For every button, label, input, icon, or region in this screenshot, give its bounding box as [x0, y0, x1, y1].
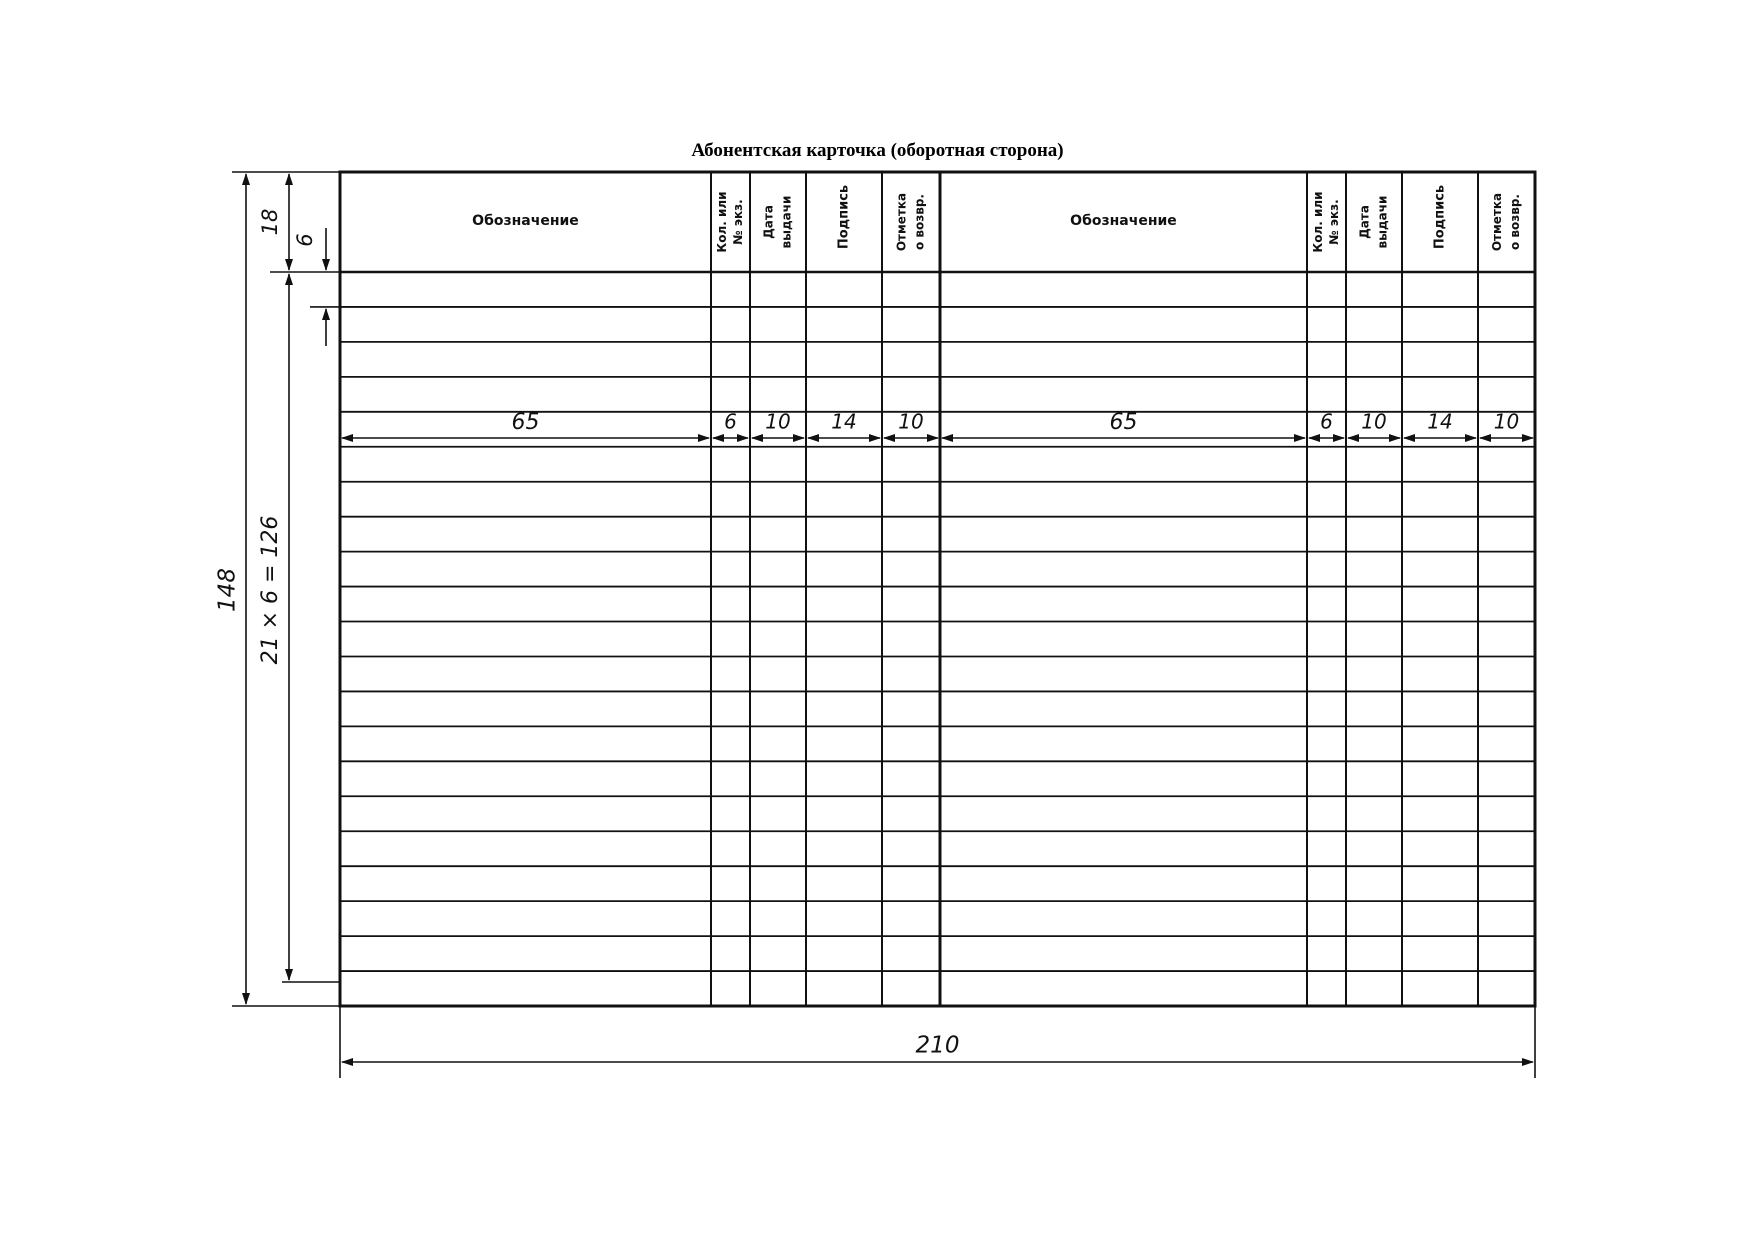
column-width-label: 65	[1109, 410, 1138, 435]
header-qty: № экз.	[1327, 199, 1341, 245]
header-qty: Кол. или	[715, 191, 729, 253]
header-return: Отметка	[894, 192, 909, 252]
row-height-label: 6	[293, 233, 317, 247]
total-width-label: 210	[915, 1032, 960, 1059]
header-return: Отметка	[1490, 192, 1504, 252]
column-width-label: 10	[765, 409, 791, 434]
column-width-label: 10	[1493, 409, 1520, 434]
column-width-label: 65	[511, 410, 540, 435]
header-designation: Обозначение	[472, 213, 579, 229]
rows-height-label: 21 × 6 = 126	[258, 515, 283, 665]
column-width-label: 6	[724, 409, 737, 434]
dimension-annotations	[215, 172, 1536, 1078]
header-signature: Подпись	[1432, 184, 1448, 250]
header-qty: № экз.	[731, 199, 745, 245]
header-return: о возвр.	[1508, 194, 1522, 250]
page-title: Абонентская карточка (оборотная сторона)	[691, 140, 1064, 161]
column-width-label: 10	[898, 409, 924, 434]
total-height-label: 148	[214, 568, 241, 612]
column-width-label: 14	[831, 409, 857, 434]
table-grid	[340, 172, 1535, 1006]
table-frame	[340, 172, 1535, 1006]
header-return: о возвр.	[912, 194, 927, 250]
column-width-label: 6	[1320, 409, 1333, 434]
header-qty: Кол. или	[1311, 191, 1325, 253]
table-header	[472, 185, 1522, 253]
header-date: Дата	[1357, 205, 1372, 239]
column-width-label: 10	[1361, 409, 1387, 434]
header-date: выдачи	[1375, 195, 1390, 249]
header-designation: Обозначение	[1070, 213, 1177, 229]
header-date: Дата	[761, 205, 776, 239]
header-height-label: 18	[258, 208, 282, 236]
header-date: выдачи	[779, 195, 794, 249]
header-signature: Подпись	[836, 184, 852, 250]
column-width-label: 14	[1427, 409, 1453, 434]
